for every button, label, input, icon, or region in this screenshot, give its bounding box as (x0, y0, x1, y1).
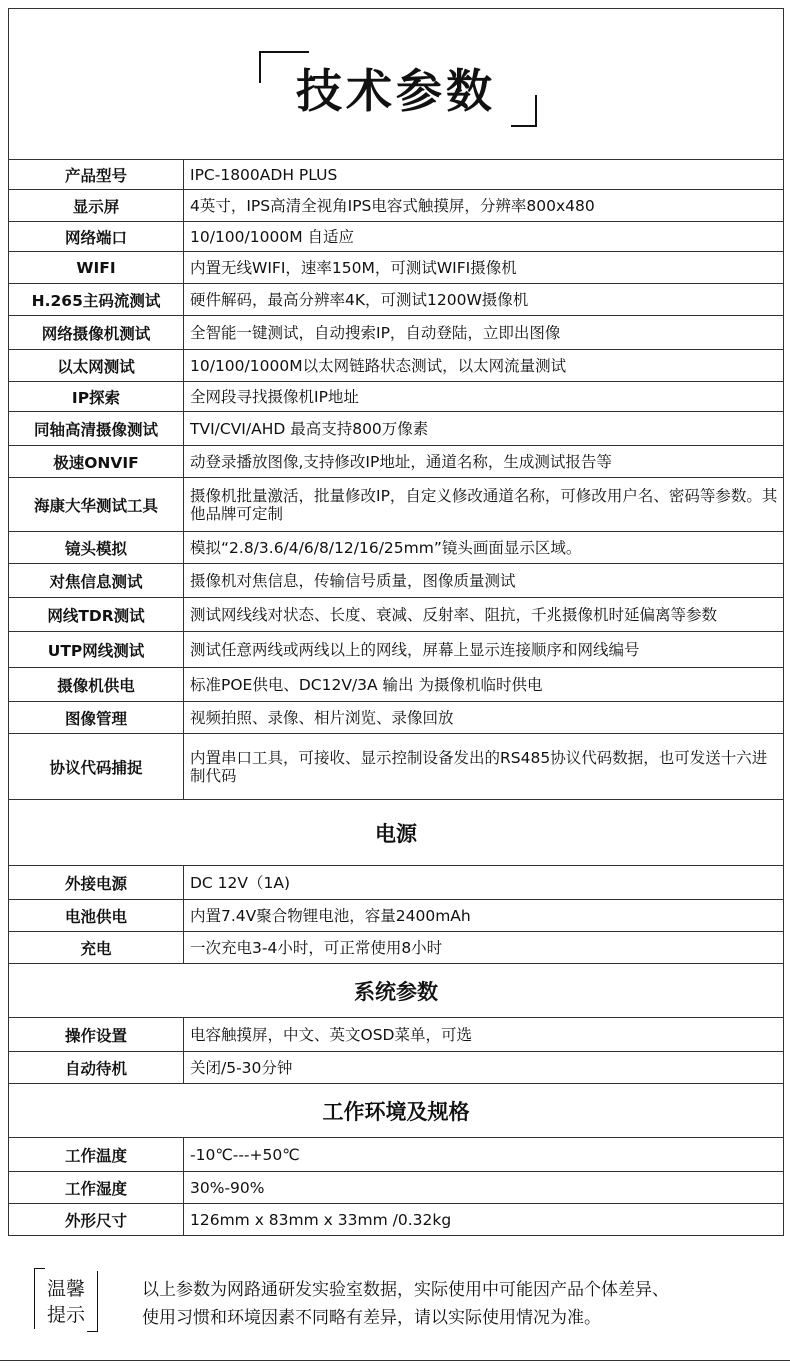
spec-row (9, 412, 783, 446)
spec-value: IPC-1800ADH PLUS (190, 165, 338, 184)
title-block (9, 9, 783, 160)
spec-row (9, 632, 783, 668)
spec-value: 30%-90% (190, 1178, 265, 1197)
spec-value: 测试网线线对状态、长度、衰减、反射率、阻抗，千兆摄像机时延偏离等参数 (190, 605, 718, 624)
spec-value: 摄像机批量激活，批量修改IP，自定义修改通道名称，可修改用户名、密码等参数。其他品牌可定制 (190, 486, 778, 523)
section-title-environment: 工作环境及规格 (9, 1084, 783, 1138)
spec-label: 外接电源 (9, 866, 184, 899)
title-bracket-bottom-right (511, 95, 537, 127)
spec-label: 图像管理 (9, 702, 184, 733)
tip-text (142, 1276, 669, 1332)
spec-value: 126mm x 83mm x 33mm /0.32kg (190, 1210, 452, 1229)
spec-label: 工作湿度 (9, 1172, 184, 1203)
spec-label: 自动待机 (9, 1052, 184, 1083)
page-title: 技术参数 (296, 64, 496, 118)
spec-row (9, 1138, 783, 1172)
spec-label: 网线TDR测试 (9, 598, 184, 631)
section-title-power: 电源 (9, 800, 783, 866)
spec-row (9, 668, 783, 702)
spec-label: 海康大华测试工具 (9, 478, 184, 531)
tip-tag-line-1: 温馨 (46, 1278, 85, 1300)
spec-row (9, 900, 783, 932)
spec-value: 内置串口工具，可接收、显示控制设备发出的RS485协议代码数据，也可发送十六进制代码 (190, 748, 768, 785)
spec-value: -10℃---+50℃ (190, 1145, 300, 1164)
spec-value: 10/100/1000M 自适应 (190, 227, 354, 246)
spec-label: 充电 (9, 932, 184, 963)
spec-label: 产品型号 (9, 160, 184, 189)
spec-label: 对焦信息测试 (9, 564, 184, 597)
spec-row (9, 1052, 783, 1084)
spec-row (9, 866, 783, 900)
spec-row (9, 252, 783, 284)
spec-label: 外形尺寸 (9, 1204, 184, 1235)
bottom-divider (0, 1360, 790, 1361)
spec-row (9, 532, 783, 564)
spec-row (9, 932, 783, 964)
spec-value: 标准POE供电、DC12V/3A 输出 为摄像机临时供电 (190, 675, 543, 694)
spec-row (9, 350, 783, 382)
spec-label: 以太网测试 (9, 350, 184, 381)
tip-text-line-1: 以上参数为网路通研发实验室数据，实际使用中可能因产品个体差异、 (142, 1280, 669, 1300)
spec-label: 操作设置 (9, 1018, 184, 1051)
spec-label: UTP网线测试 (9, 632, 184, 667)
spec-value: 电容触摸屏，中文、英文OSD菜单，可选 (190, 1025, 472, 1044)
spec-value: 测试任意两线或两线以上的网线，屏幕上显示连接顺序和网线编号 (190, 640, 640, 659)
spec-label: 镜头模拟 (9, 532, 184, 563)
spec-label: 极速ONVIF (9, 446, 184, 477)
spec-row (9, 284, 783, 316)
spec-label: H.265主码流测试 (9, 284, 184, 315)
spec-value: 全智能一键测试，自动搜索IP，自动登陆，立即出图像 (190, 323, 561, 342)
spec-label: 同轴高清摄像测试 (9, 412, 184, 445)
spec-value: 关闭/5-30分钟 (190, 1058, 293, 1077)
spec-label: 电池供电 (9, 900, 184, 931)
spec-label: WIFI (9, 252, 184, 283)
tip-tag-line-2: 提示 (46, 1304, 85, 1326)
spec-value: 全网段寻找摄像机IP地址 (190, 387, 359, 406)
spec-value: 视频拍照、录像、相片浏览、录像回放 (190, 708, 454, 727)
spec-value: 硬件解码，最高分辨率4K，可测试1200W摄像机 (190, 290, 529, 309)
spec-value: DC 12V（1A) (190, 873, 291, 892)
spec-row (9, 316, 783, 350)
spec-value: 内置7.4V聚合物锂电池，容量2400mAh (190, 906, 471, 925)
spec-row (9, 382, 783, 412)
spec-label: 工作温度 (9, 1138, 184, 1171)
tip-tag (34, 1268, 98, 1332)
spec-value: 摄像机对焦信息，传输信号质量，图像质量测试 (190, 571, 516, 590)
spec-row (9, 598, 783, 632)
spec-label: 摄像机供电 (9, 668, 184, 701)
spec-label: 网络摄像机测试 (9, 316, 184, 349)
spec-row (9, 1172, 783, 1204)
spec-row (9, 478, 783, 532)
tip-note (0, 1244, 790, 1354)
spec-row (9, 222, 783, 252)
spec-label: 显示屏 (9, 190, 184, 221)
spec-value: TVI/CVI/AHD 最高支持800万像素 (190, 419, 429, 438)
spec-table (9, 160, 783, 1236)
spec-label: 网络端口 (9, 222, 184, 251)
spec-row (9, 702, 783, 734)
spec-value: 一次充电3-4小时，可正常使用8小时 (190, 938, 443, 957)
spec-sheet (8, 8, 784, 1236)
spec-row (9, 446, 783, 478)
tip-text-line-2: 使用习惯和环境因素不同略有差异，请以实际使用情况为准。 (142, 1308, 601, 1328)
spec-value: 内置无线WIFI，速率150M，可测试WIFI摄像机 (190, 258, 517, 277)
spec-row (9, 734, 783, 800)
spec-value: 10/100/1000M以太网链路状态测试，以太网流量测试 (190, 356, 567, 375)
section-title-system: 系统参数 (9, 964, 783, 1018)
spec-row (9, 564, 783, 598)
spec-row (9, 190, 783, 222)
spec-label: IP探索 (9, 382, 184, 411)
spec-label: 协议代码捕捉 (9, 734, 184, 799)
spec-value: 4英寸，IPS高清全视角IPS电容式触摸屏，分辨率800x480 (190, 196, 595, 215)
spec-value: 动登录播放图像,支持修改IP地址，通道名称，生成测试报告等 (190, 452, 612, 471)
spec-value: 模拟“2.8/3.6/4/6/8/12/16/25mm”镜头画面显示区域。 (190, 538, 582, 557)
spec-row (9, 160, 783, 190)
spec-row (9, 1204, 783, 1236)
spec-row (9, 1018, 783, 1052)
